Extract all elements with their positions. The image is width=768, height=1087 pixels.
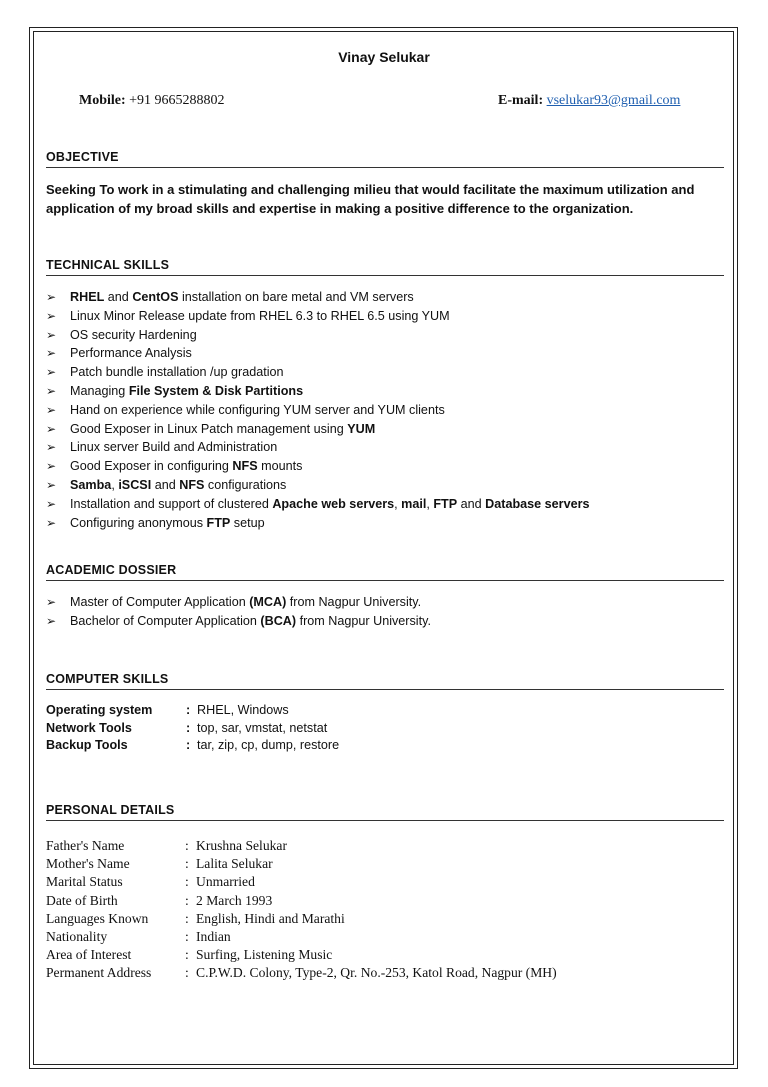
- separator: :: [185, 947, 189, 963]
- bold-text: Samba: [70, 477, 112, 492]
- computer-skill-value: RHEL, Windows: [197, 703, 289, 717]
- computer-skills-section: [46, 672, 724, 755]
- separator: :: [186, 720, 191, 735]
- text: setup: [230, 515, 265, 530]
- personal-detail-key: Nationality: [46, 928, 108, 944]
- personal-detail-value: 2 March 1993: [196, 892, 273, 908]
- personal-details-section: [46, 803, 724, 983]
- text: ,: [394, 496, 402, 511]
- technical-skill-item: [46, 326, 724, 345]
- personal-detail-key: Father's Name: [46, 838, 125, 853]
- mobile-value: +91 9665288802: [129, 93, 225, 108]
- personal-detail-row: [46, 964, 724, 982]
- personal-detail-value: C.P.W.D. Colony, Type-2, Qr. No.-253, Katol Road, Nagpur (MH): [196, 965, 557, 981]
- separator: :: [185, 928, 189, 944]
- text: Managing: [70, 383, 129, 398]
- arrow-bullet-icon: ➢: [46, 290, 57, 304]
- text: installation on bare metal and VM servers: [178, 290, 414, 304]
- personal-detail-key: Marital Status: [46, 874, 123, 890]
- bold-text: NFS: [179, 477, 205, 492]
- arrow-bullet-icon: ➢: [46, 496, 57, 511]
- text: Master of Computer Application: [70, 595, 250, 609]
- computer-skill-value: top, sar, vmstat, netstat: [197, 720, 328, 735]
- arrow-bullet-icon: ➢: [46, 515, 57, 530]
- arrow-bullet-icon: ➢: [46, 365, 57, 380]
- email-link[interactable]: vselukar93@gmail.com: [546, 93, 681, 108]
- resume-name: Vinay Selukar: [338, 49, 430, 65]
- arrow-bullet-icon: ➢: [46, 308, 57, 323]
- mobile-contact: [79, 93, 225, 109]
- computer-skill-row: [46, 737, 724, 755]
- technical-skills-section: [46, 258, 724, 532]
- personal-detail-key: Mother's Name: [46, 856, 130, 872]
- mobile-label: Mobile:: [79, 93, 126, 108]
- objective-title: OBJECTIVE: [46, 150, 724, 168]
- bold-text: RHEL: [70, 290, 105, 304]
- academic-item: [46, 593, 724, 612]
- arrow-bullet-icon: ➢: [46, 595, 57, 609]
- arrow-bullet-icon: ➢: [46, 459, 57, 474]
- text: Patch bundle installation /up gradation: [70, 365, 284, 380]
- bold-text: Apache web servers: [272, 496, 395, 511]
- computer-skills-title: COMPUTER SKILLS: [46, 672, 724, 690]
- separator: :: [185, 965, 189, 981]
- personal-detail-value: Unmarried: [196, 874, 255, 890]
- arrow-bullet-icon: ➢: [46, 383, 57, 398]
- text: Good Exposer in Linux Patch management using: [70, 421, 348, 436]
- technical-skill-item: [46, 514, 724, 533]
- arrow-bullet-icon: ➢: [46, 327, 57, 342]
- computer-skill-key: Network Tools: [46, 720, 132, 735]
- personal-detail-row: [46, 855, 724, 873]
- academic-item: [46, 612, 724, 631]
- computer-skill-value: tar, zip, cp, dump, restore: [197, 738, 340, 753]
- text: from Nagpur University.: [286, 595, 422, 609]
- personal-detail-value: Lalita Selukar: [196, 856, 273, 872]
- personal-detail-value: English, Hindi and Marathi: [196, 910, 345, 926]
- personal-detail-key: Area of Interest: [46, 947, 132, 963]
- arrow-bullet-icon: ➢: [46, 402, 57, 417]
- personal-detail-row: [46, 928, 724, 946]
- separator: :: [186, 738, 191, 753]
- personal-detail-value: Krushna Selukar: [196, 838, 287, 853]
- arrow-bullet-icon: ➢: [46, 421, 57, 436]
- technical-skills-list: [46, 288, 724, 532]
- bold-text: NFS: [232, 459, 258, 474]
- separator: :: [185, 910, 189, 926]
- text: and: [457, 496, 486, 511]
- academic-title: ACADEMIC DOSSIER: [46, 563, 724, 581]
- technical-skill-item: [46, 401, 724, 420]
- separator: :: [185, 874, 189, 890]
- arrow-bullet-icon: ➢: [46, 440, 57, 455]
- technical-skill-item: [46, 495, 724, 514]
- bold-text: (BCA): [260, 613, 297, 628]
- separator: :: [185, 856, 189, 872]
- text: and: [104, 290, 133, 304]
- technical-skill-item: [46, 307, 724, 326]
- academic-section: [46, 563, 724, 631]
- personal-detail-row: [46, 892, 724, 910]
- personal-details-table: [46, 837, 724, 983]
- technical-skill-item: [46, 288, 724, 307]
- arrow-bullet-icon: ➢: [46, 346, 57, 361]
- technical-skill-item: [46, 344, 724, 363]
- bold-text: CentOS: [132, 290, 179, 304]
- text: OS security Hardening: [70, 327, 197, 342]
- personal-detail-row: [46, 837, 724, 855]
- technical-skill-item: [46, 438, 724, 457]
- personal-detail-key: Date of Birth: [46, 892, 118, 908]
- personal-detail-row: [46, 873, 724, 891]
- computer-skill-row: [46, 720, 724, 738]
- text: configurations: [204, 477, 287, 492]
- text: and: [151, 477, 180, 492]
- separator: :: [185, 892, 189, 908]
- bold-text: File System & Disk Partitions: [128, 383, 304, 398]
- computer-skill-row: [46, 702, 724, 720]
- technical-skill-item: [46, 363, 724, 382]
- personal-detail-key: Languages Known: [46, 910, 149, 926]
- personal-detail-value: Surfing, Listening Music: [196, 947, 333, 963]
- personal-detail-row: [46, 946, 724, 964]
- arrow-bullet-icon: ➢: [46, 613, 57, 628]
- personal-details-title: PERSONAL DETAILS: [46, 803, 724, 821]
- objective-section: [46, 150, 724, 218]
- technical-skill-item: [46, 476, 724, 495]
- email-label: E-mail:: [498, 93, 544, 108]
- objective-text: Seeking To work in a stimulating and challenging milieu that would facilitate the maximum utilization and application of my broad skills and expertise in making a positive difference to the organization.: [46, 182, 695, 216]
- technical-skill-item: [46, 382, 724, 401]
- email-contact: [498, 93, 680, 109]
- text: ,: [111, 477, 119, 492]
- arrow-bullet-icon: ➢: [46, 477, 57, 492]
- computer-skill-key: Backup Tools: [46, 738, 128, 753]
- text: Hand on experience while configuring YUM server and YUM clients: [70, 402, 445, 417]
- text: Configuring anonymous: [70, 515, 207, 530]
- personal-detail-key: Permanent Address: [46, 965, 152, 981]
- bold-text: FTP: [206, 515, 231, 530]
- text: mounts: [257, 459, 303, 474]
- technical-skills-title: TECHNICAL SKILLS: [46, 258, 724, 276]
- computer-skills-table: [46, 702, 724, 755]
- text: ,: [426, 496, 434, 511]
- text: from Nagpur University.: [296, 613, 431, 628]
- bold-text: iSCSI: [118, 477, 152, 492]
- bold-text: (MCA): [249, 595, 287, 609]
- text: Installation and support of clustered: [70, 496, 273, 511]
- separator: :: [185, 838, 189, 853]
- computer-skill-key: Operating system: [46, 703, 153, 717]
- text: Linux server Build and Administration: [70, 440, 278, 455]
- bold-text: YUM: [347, 421, 376, 436]
- technical-skill-item: [46, 420, 724, 439]
- bold-text: FTP: [433, 496, 458, 511]
- text: Good Exposer in configuring: [70, 459, 233, 474]
- text: Linux Minor Release update from RHEL 6.3 to RHEL 6.5 using YUM: [70, 308, 450, 323]
- text: Performance Analysis: [70, 346, 192, 361]
- personal-detail-value: Indian: [196, 928, 231, 944]
- text: Bachelor of Computer Application: [70, 613, 261, 628]
- academic-list: [46, 593, 724, 631]
- separator: :: [186, 703, 191, 717]
- personal-detail-row: [46, 910, 724, 928]
- bold-text: Database servers: [485, 496, 590, 511]
- technical-skill-item: [46, 457, 724, 476]
- bold-text: mail: [401, 496, 427, 511]
